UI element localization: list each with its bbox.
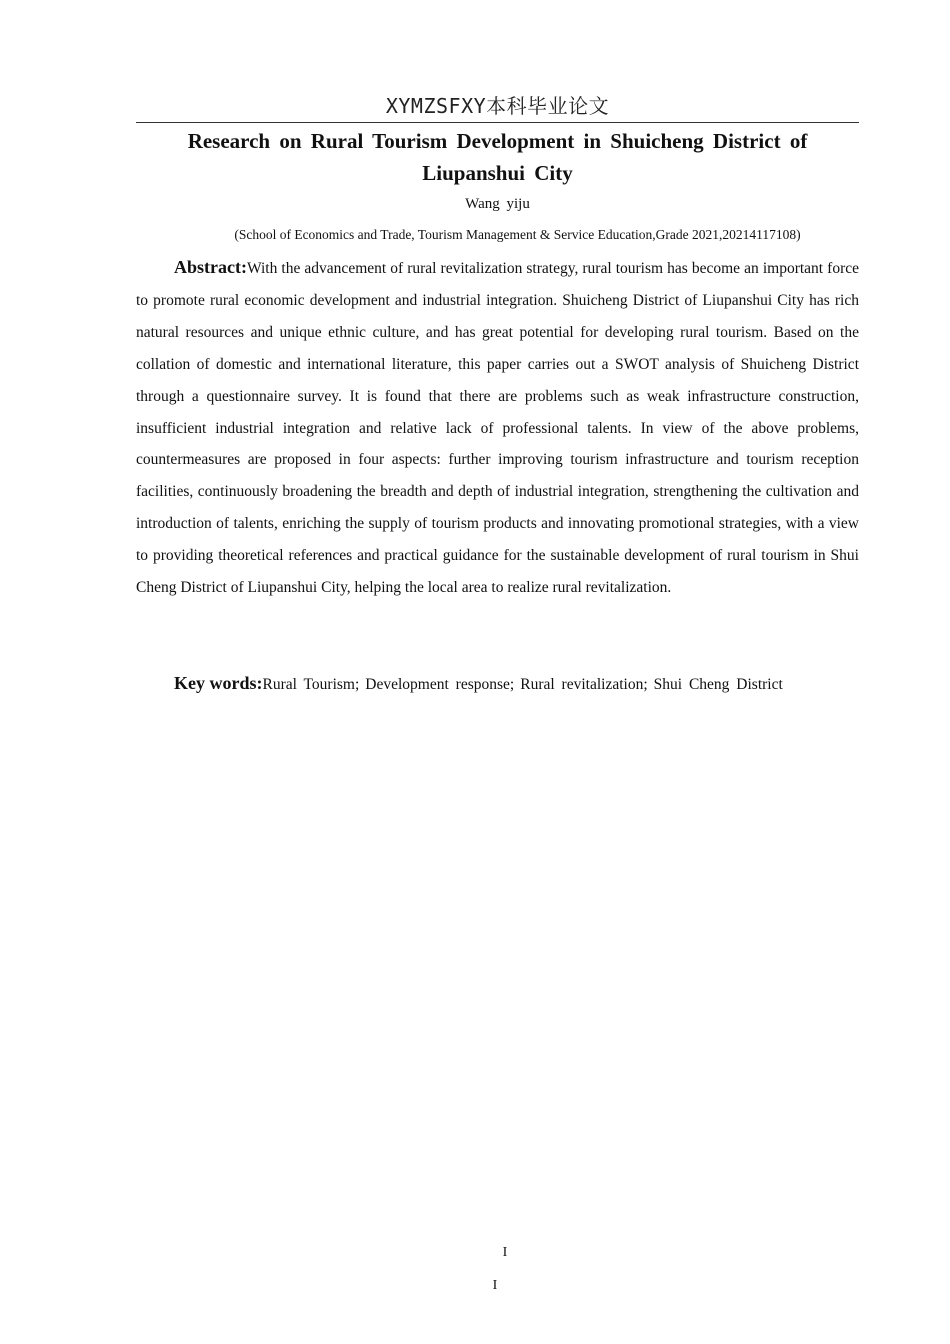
- header-divider: [136, 122, 859, 123]
- keyword-separator: ;: [509, 676, 515, 693]
- paper-title-line-1: Research on Rural Tourism Development in Shuicheng District of: [187, 129, 808, 153]
- keyword-separator: ;: [354, 676, 360, 693]
- running-header: XYMZSFXY本科毕业论文: [385, 94, 610, 118]
- keyword-item: Rural Tourism: [262, 676, 355, 693]
- abstract-paragraph: [136, 252, 859, 604]
- keywords-label: Key words:: [174, 673, 263, 693]
- page-number-footer: I: [492, 1278, 498, 1293]
- keyword-item: Rural revitalization: [520, 676, 644, 693]
- keywords-line: [136, 668, 859, 700]
- abstract-text: With the advancement of rural revitalization strategy, rural tourism has become an important force to promote rural economic development and industrial integration. Shuicheng District of Liupanshui City has rich natural resources and unique ethnic culture, and has great potential for developing rural tourism. Based on the collation of domestic and international literature, this paper carries out a SWOT analysis of Shuicheng District through a questionnaire survey. It is found that there are problems such as weak infrastructure construction, insufficient industrial integration and relative lack of professional talents. In view of the above problems, countermeasures are proposed in four aspects: further improving tourism infrastructure and tourism reception facilities, continuously broadening the breadth and depth of industrial integration, strengthening the cultivation and introduction of talents, enriching the supply of tourism products and innovating promotional strategies, with a view to providing theoretical references and practical guidance for the sustainable development of rural tourism in Shui Cheng District of Liupanshui City, helping the local area to realize rural revitalization.: [136, 260, 859, 597]
- keyword-separator: ;: [643, 676, 648, 693]
- keyword-item: Shui Cheng District: [653, 676, 783, 693]
- keyword-item: Development response: [365, 676, 510, 693]
- abstract-label: Abstract:: [174, 257, 247, 277]
- author-affiliation: (School of Economics and Trade, Tourism Management & Service Education,Grade 2021,20214117108): [234, 227, 801, 242]
- paper-title-line-2: Liupanshui City: [422, 161, 573, 185]
- author-name: Wang yiju: [465, 196, 530, 212]
- page-number: I: [502, 1245, 508, 1260]
- paper-title: [136, 125, 859, 189]
